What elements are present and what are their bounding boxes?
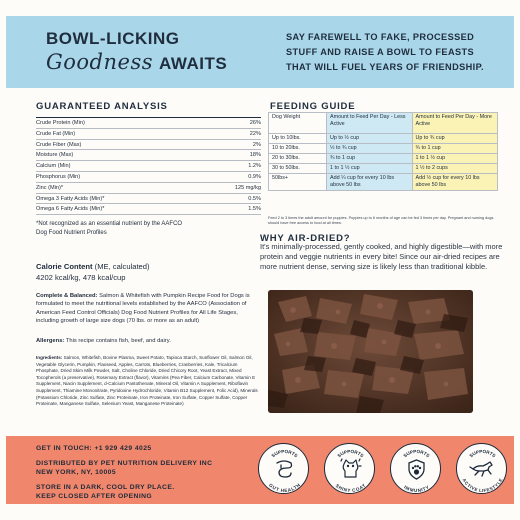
running-dog-icon: [470, 462, 492, 476]
nutrient-label: Crude Fiber (Max): [36, 141, 82, 148]
table-row: [36, 118, 261, 129]
nutrient-label: Crude Protein (Min): [36, 120, 85, 126]
table-row: [36, 140, 261, 151]
svg-text:SUPPORTS: [468, 449, 496, 458]
table-cell: 30 to 50lbs.: [269, 164, 327, 174]
svg-text:SUPPORTS: [402, 449, 430, 458]
column-header: Amount to Feed Per Day - More Active: [412, 113, 498, 134]
badge-bottom-text: GUT HEALTH: [267, 482, 302, 494]
table-row: [36, 150, 261, 161]
paw-shield-icon: [409, 460, 424, 479]
table-cell: Up to ¾ cup: [412, 134, 498, 144]
tagline-line: STUFF AND RAISE A BOWL TO FEASTS: [286, 47, 475, 57]
badge-bottom-text: SHINY COAT: [334, 482, 367, 494]
nutrient-value: 0.5%: [248, 195, 261, 202]
note-line: Dog Food Nutrient Profiles: [36, 230, 107, 236]
calorie-label-suffix: (ME, calculated): [94, 262, 150, 271]
feeding-footnote: Feed 2 to 3 times the adult amount for puppies. Puppies up to 6 months of age can be fed 3 times per day. Pregnant and nursing dogs should have free access to food at all times.: [268, 216, 494, 225]
gut-icon: [277, 461, 292, 477]
tagline-line: THAT WILL FUEL YEARS OF FRIENDSHIP.: [286, 62, 484, 72]
table-cell: ½ to ¾ cup: [327, 144, 413, 154]
table-row: [269, 134, 498, 144]
badge-immunity: [390, 443, 441, 494]
calorie-value: 4202 kcal/kg, 478 kcal/cup: [36, 273, 126, 282]
table-cell: 20 to 30lbs.: [269, 154, 327, 164]
badge-bottom-text: IMMUNITY: [403, 484, 430, 494]
complete-label: Complete & Balanced:: [36, 293, 98, 299]
note-line: *Not recognized as an essential nutrient by the AAFCO: [36, 221, 183, 227]
nutrient-value: 18%: [249, 152, 261, 159]
svg-text:ACTIVE LIFESTYLE: [461, 478, 503, 494]
nutrient-label: Zinc (Min)*: [36, 184, 64, 191]
svg-text:SUPPORTS: [336, 449, 364, 458]
feeding-guide-table: [268, 112, 498, 191]
table-row: [36, 204, 261, 215]
air-dried-text: It's minimally-processed, gently cooked, and highly digestible—with more protein and veggie nutrients in every bite! Since our air-dried recipes are more nutrient dense, serving size is likely less than traditional kibble.: [260, 242, 503, 271]
tagline-line: SAY FAREWELL TO FAKE, PROCESSED: [286, 32, 475, 42]
aafco-note: [36, 220, 236, 238]
badge-top-text: SUPPORTS: [468, 448, 497, 459]
storage-line: STORE IN A DARK, COOL DRY PLACE.: [36, 484, 175, 491]
guaranteed-analysis-table: [36, 117, 261, 215]
column-header: Dog Weight: [269, 113, 327, 134]
table-row: [269, 174, 498, 191]
footer-band: [6, 436, 514, 504]
nutrient-value: 2%: [252, 141, 261, 148]
headline-line1: BOWL-LICKING: [46, 29, 180, 48]
distributor-line: DISTRIBUTED BY PET NUTRITION DELIVERY INC: [36, 460, 213, 467]
ingredients-text: Salmon, Whitefish, Bovine Plasma, Sweet Potato, Tapioca Starch, Sunflower Oil, Salmon Oil, Vegetable Glycerin, Pumpkin, Flaxseed, Apples, Carrots, Blueberries, Cranberries, Kale, Tricalcium Phosphate, Dried Skim Milk Powder, Salt, Choline Chloride, Dried Chicory Root, Yeast Extract, Mixed Tocopherols (a preservative), Rosemary Extract (flavor), Vitamins (Pea Fiber, Calcium Carbonate, Vitamin E Supplement, Niacin Supplement, d-Calcium Pantothenate, Mineral Oil, Vitamin A Supplement, Riboflavin Supplement, Thiamine Mononitrate, Pyridoxine Hydrochloride, Vitamin B12 Supplement, Folic Acid), Minerals (Potassium Chloride, Zinc Sulfate, Zinc Proteinate, Iron Proteinate, Iron Sulfate, Copper Sulfate, Copper Proteinate, Manganese Sulfate, Selenium Yeast, Manganese Proteinate): [36, 355, 258, 407]
svg-text:IMMUNITY: [403, 485, 430, 493]
nutrient-label: Phosphorus (Min): [36, 173, 81, 180]
storage-line: KEEP CLOSED AFTER OPENING: [36, 493, 153, 500]
allergens-label: Allergens:: [36, 338, 65, 344]
nutrient-value: 26%: [249, 120, 261, 126]
calorie-title: [36, 262, 150, 271]
nutrient-value: 1.2%: [248, 163, 261, 170]
allergens-statement: [36, 338, 261, 344]
badge-bottom-text: ACTIVE LIFESTYLE: [461, 477, 504, 494]
nutrient-label: Omega 6 Fatty Acids (Min)*: [36, 206, 105, 213]
nutrient-value: 22%: [249, 130, 261, 137]
nutrient-label: Omega 3 Fatty Acids (Min)*: [36, 195, 105, 202]
table-row: [36, 129, 261, 140]
svg-text:SHINY COAT: [335, 483, 367, 493]
table-row: [269, 164, 498, 174]
food-texture-image: [268, 290, 473, 413]
table-cell: ¾ to 1 cup: [412, 144, 498, 154]
allergens-text: This recipe contains fish, beef, and dairy.: [65, 338, 171, 344]
nutrient-label: Calcium (Min): [36, 163, 71, 170]
table-row: [269, 154, 498, 164]
headline-script-word: Goodness: [46, 50, 154, 74]
calorie-label: Calorie Content: [36, 262, 93, 271]
badge-gut-health: [258, 443, 309, 494]
food-photo: [268, 290, 473, 413]
feeding-guide-title: FEEDING GUIDE: [270, 101, 356, 112]
badge-active-lifestyle: [456, 443, 507, 494]
air-dried-title: WHY AIR-DRIED?: [260, 233, 351, 244]
table-header-row: [269, 113, 498, 134]
table-cell: 1 ½ to 2 cups: [412, 164, 498, 174]
ingredients-label: Ingredients:: [36, 355, 63, 360]
table-cell: Up to 10lbs.: [269, 134, 327, 144]
headline-line2: [46, 50, 227, 74]
table-cell: 1 to 1 ½ cup: [412, 154, 498, 164]
table-cell: Add ½ cup for every 10 lbs above 50 lbs: [412, 174, 498, 191]
complete-text: Salmon & Whitefish with Pumpkin Recipe Food for Dogs is formulated to meet the nutritional levels established by the AAFCO (Association of American Feed Control Officials) Dog Food Nutrient Profiles for All Life Stages, including growth of large size dogs (70 lbs. or more as an adult): [36, 293, 250, 324]
dog-icon: [341, 459, 361, 477]
table-row: [36, 172, 261, 183]
distributor-address: NEW YORK, NY, 10005: [36, 469, 117, 476]
nutrient-value: 0.9%: [248, 173, 261, 180]
svg-text:GUT HEALTH: [268, 482, 302, 493]
complete-balanced-statement: [36, 292, 261, 325]
table-cell: 50lbs+: [269, 174, 327, 191]
badge-top-text: SUPPORTS: [270, 448, 299, 459]
nutrient-label: Crude Fat (Min): [36, 130, 76, 137]
guaranteed-analysis-title: GUARANTEED ANALYSIS: [36, 101, 168, 112]
header-band: [6, 16, 514, 88]
headline-tail: AWAITS: [159, 54, 228, 73]
table-cell: Add ¼ cup for every 10 lbs above 50 lbs: [327, 174, 413, 191]
table-cell: ¾ to 1 cup: [327, 154, 413, 164]
contact-line: GET IN TOUCH: +1 929 429 4025: [36, 445, 152, 452]
tagline: [286, 30, 501, 75]
table-cell: Up to ½ cup: [327, 134, 413, 144]
column-header: Amount to Feed Per Day - Less Active: [327, 113, 413, 134]
badge-top-text: SUPPORTS: [402, 448, 431, 459]
table-row: [36, 183, 261, 194]
table-row: [36, 194, 261, 205]
nutrient-label: Moisture (Max): [36, 152, 74, 159]
table-row: [36, 161, 261, 172]
ingredients-list: [36, 355, 261, 408]
nutrient-value: 125 mg/kg: [234, 184, 261, 191]
table-row: [269, 144, 498, 154]
nutrient-value: 1.5%: [248, 206, 261, 213]
badge-top-text: SUPPORTS: [336, 448, 365, 459]
badge-shiny-coat: [324, 443, 375, 494]
svg-text:SUPPORTS: [270, 449, 298, 458]
table-cell: 1 to 1 ½ cup: [327, 164, 413, 174]
table-cell: 10 to 20lbs.: [269, 144, 327, 154]
